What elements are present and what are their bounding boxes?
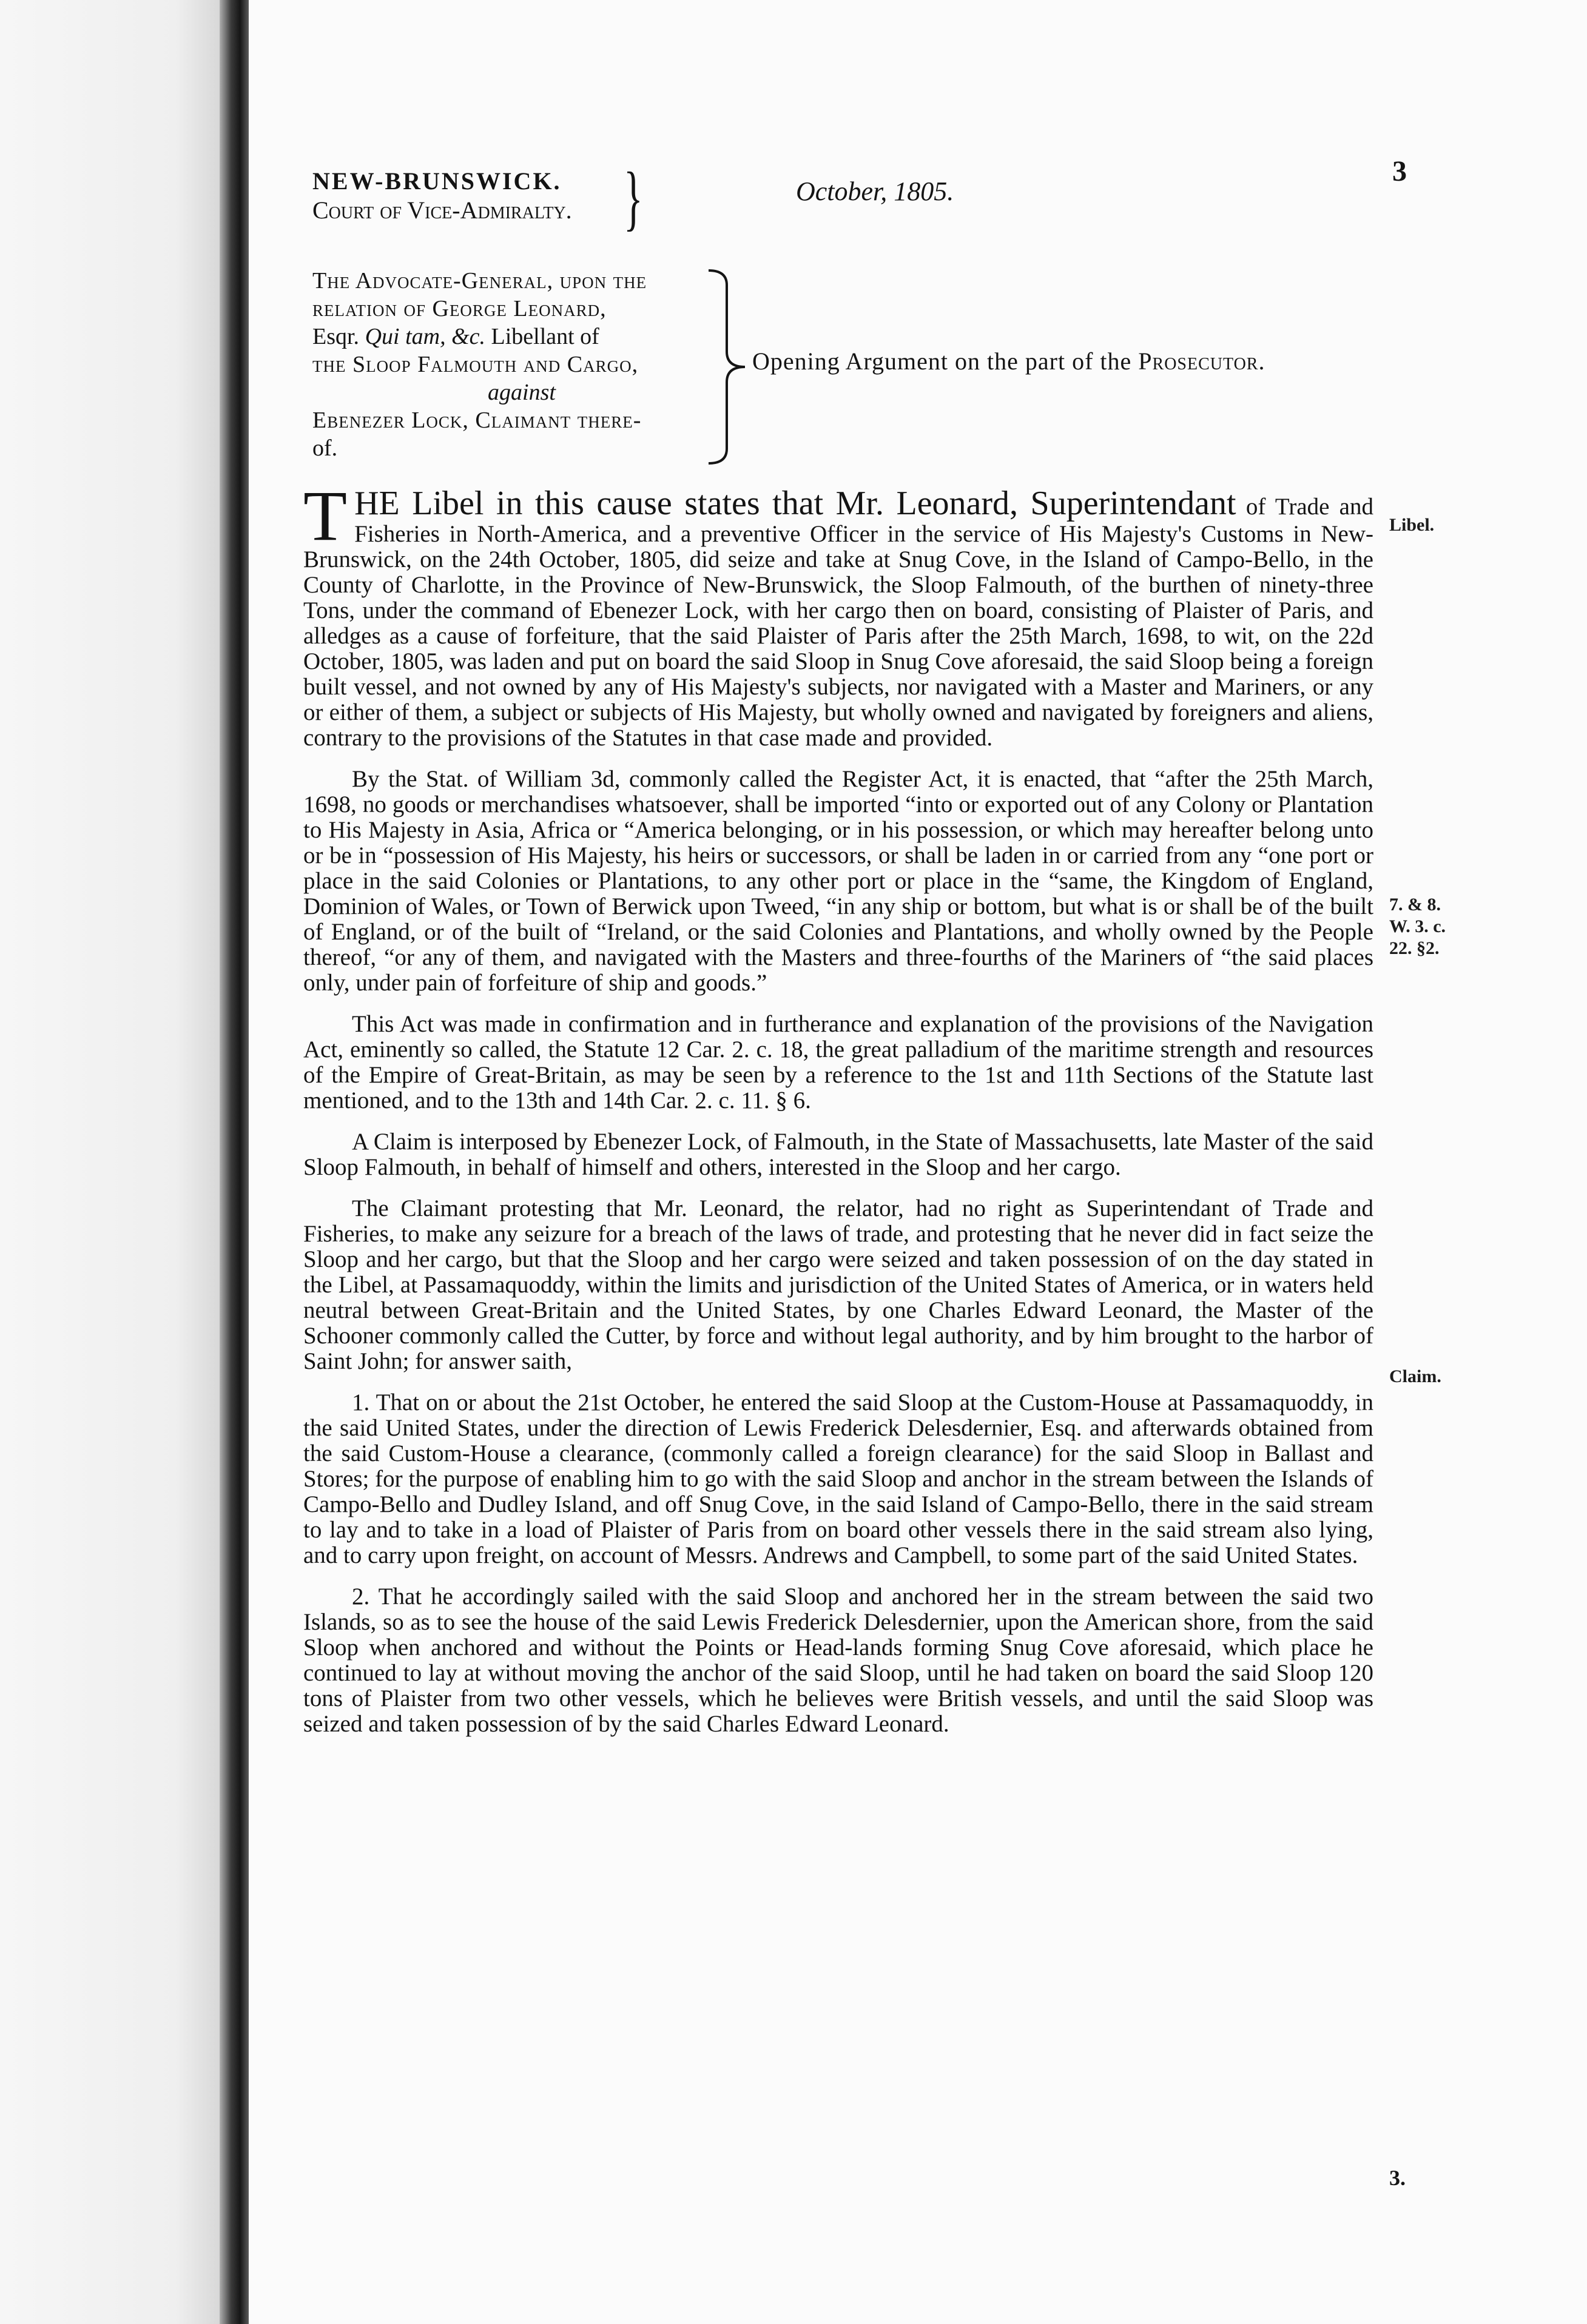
book-gutter [220, 0, 249, 2324]
case-title [752, 347, 1265, 375]
parties-line [312, 351, 731, 378]
paragraph-libel [303, 476, 1373, 751]
case-title-text: Opening Argument on the part of the [752, 348, 1132, 375]
case-brace [703, 267, 757, 467]
heading-brace: } [623, 157, 643, 238]
court-name: Court of Vice-Admiralty. [312, 196, 572, 224]
parties-text: the Sloop Falmouth and Cargo, [312, 352, 639, 377]
facing-blank-page [0, 0, 220, 2324]
parties-text: Esqr. [312, 324, 360, 349]
parties-text: Qui tam, &c. [365, 324, 485, 349]
parties-against: against [488, 380, 556, 405]
paragraph-claimant-protest: The Claimant protesting that Mr. Leonard, the relator, had no right as Superintendant of Trade and Fisheries, to make any seizure for a breach of the laws of trade, and protesting that he never did in fact seize the Sloop and her cargo, but that the Sloop and her cargo were seized and taken possession of on the day stated in the Libel, at Passamaquoddy, within the limits and jurisdiction of the United States of America, or in waters held neutral between Great-Britain and the United States, by one Charles Edward Leonard, the Master of the Schooner commonly called the Cutter, by force and without legal authority, and by him brought to the harbor of Saint John; for answer saith, [303, 1195, 1373, 1374]
margin-note-claim: Claim. [1389, 1366, 1441, 1386]
parties-text: The Advocate-General, upon the [312, 268, 647, 294]
drop-cap: T [303, 476, 348, 556]
paragraph-navigation-act: This Act was made in confirmation and in furtherance and explanation of the provisions of the Navigation Act, eminently so called, the Statute 12 Car. 2. c. 18, the great palladium of the maritime strength and resources of the Empire of Great-Britain, as may be seen by a reference to the 1st and 11th Sections of the Statute last mentioned, and to the 13th and 14th Car. 2. c. 11. § 6. [303, 1011, 1373, 1113]
paragraph-point-2: 2. That he accordingly sailed with the said Sloop and anchored her in the stream between the said two Islands, so as to see the house of the said Lewis Frederick Delesdernier, upon the American shore, from the said Sloop when anchored and without the Points or Head-lands forming Snug Cove aforesaid, which place he continued to lay at without moving the anchor of the said Sloop, until he had taken on board the said Sloop 120 tons of Plaister from two other vessels, which he believes were British vessels, and until the said Sloop was seized and taken possession of by the said Charles Edward Leonard. [303, 1583, 1373, 1737]
court-region: NEW-BRUNSWICK. [312, 167, 562, 195]
paragraph-register-act: By the Stat. of William 3d, commonly called the Register Act, it is enacted, that “after the 25th March, 1698, no goods or merchandises whatsoever, shall be imported “into or exported out of any Colony or Plantation to His Majesty in Asia, Africa or “America belonging, or in his possession, or which may hereafter belong unto or be in “possession of His Majesty, his heirs or successors, or shall be laden in or carried from any “one port or place in the said Colonies or Plantations, to any other port or place in the “same, the Kingdom of England, Dominion of Wales, or Town of Berwick upon Tweed, “in any ship or bottom, but what is or shall be of the built of England, or of the built of “Ireland, or the said Colonies and Plantations, and wholly owned by the People thereof, “or any of them, and navigated with the Masters and three-fourths of the Mariners of “the said places only, under pain of forfeiture of ship and goods.” [303, 766, 1373, 996]
body-text [303, 476, 1373, 1753]
parties-line [312, 267, 731, 295]
margin-note-libel: Libel. [1389, 515, 1435, 535]
parties-text: Libellant of [491, 324, 599, 349]
parties-line [312, 323, 731, 351]
court-heading [312, 167, 737, 225]
parties-line [312, 295, 731, 323]
parties-line [312, 434, 731, 462]
parties-text: of. [312, 435, 338, 461]
heading-date: October, 1805. [796, 176, 954, 206]
parties-text: Ebenezer Lock, Claimant there- [312, 408, 642, 433]
margin-note-statute: 7. & 8. W. 3. c. 22. §2. [1389, 895, 1446, 958]
paragraph-opening: HE Libel in this cause states that Mr. Leonard, Superintendant [354, 485, 1236, 522]
case-title-party: Prosecutor. [1138, 348, 1265, 375]
parties-text: relation of George Leonard, [312, 296, 607, 321]
case-parties [312, 267, 731, 462]
page-number: 3 [1392, 155, 1407, 187]
brace-shape [703, 267, 757, 467]
paragraph-point-1: 1. That on or about the 21st October, he entered the said Sloop at the Custom-House at Passamaquoddy, in the said United States, under the direction of Lewis Frederick Delesdernier, Esq. and afterwards obtained from the said Custom-House a clearance, (commonly called a foreign clearance) for the said Sloop in Ballast and Stores; for the purpose of enabling him to go with the said Sloop and anchor in the stream between the Islands of Campo-Bello and Dudley Island, and off Snug Cove, in the said Island of Campo-Bello, there in the said stream to lay and to take in a load of Plaister of Paris from on board other vessels there in the said stream also lying, and to carry upon freight, on account of Messrs. Andrews and Campbell, to some part of the said United States. [303, 1389, 1373, 1568]
paragraph-text: of Trade and Fisheries in North-America, and a preventive Officer in the service of His Majesty's Customs in New-Brunswick, on the 24th October, 1805, did seize and take at Snug Cove, in the Island of Campo-Bello, in the County of Charlotte, in the Province of New-Brunswick, the Sloop Falmouth, of the burthen of ninety-three Tons, under the command of Ebenezer Lock, with her cargo then on board, consisting of Plaister of Paris, and alledges as a cause of forfeiture, that the said Plaister of Paris after the 25th March, 1698, to wit, on the 22d October, 1805, was laden and put on board the said Sloop in Snug Cove aforesaid, the said Sloop being a foreign built vessel, and not owned by any of His Majesty's subjects, nor navigated with a Master and Mariners, or any or either of them, a subject or subjects of His Majesty, but wholly owned and navigated by foreigners and aliens, contrary to the provisions of the Statutes in that case made and provided. [303, 494, 1373, 751]
document-page [249, 0, 1587, 2324]
signature-mark: 3. [1389, 2166, 1406, 2190]
parties-line [312, 406, 731, 434]
paragraph-claim: A Claim is interposed by Ebenezer Lock, of Falmouth, in the State of Massachusetts, late Master of the said Sloop Falmouth, in behalf of himself and others, interested in the Sloop and her cargo. [303, 1129, 1373, 1180]
